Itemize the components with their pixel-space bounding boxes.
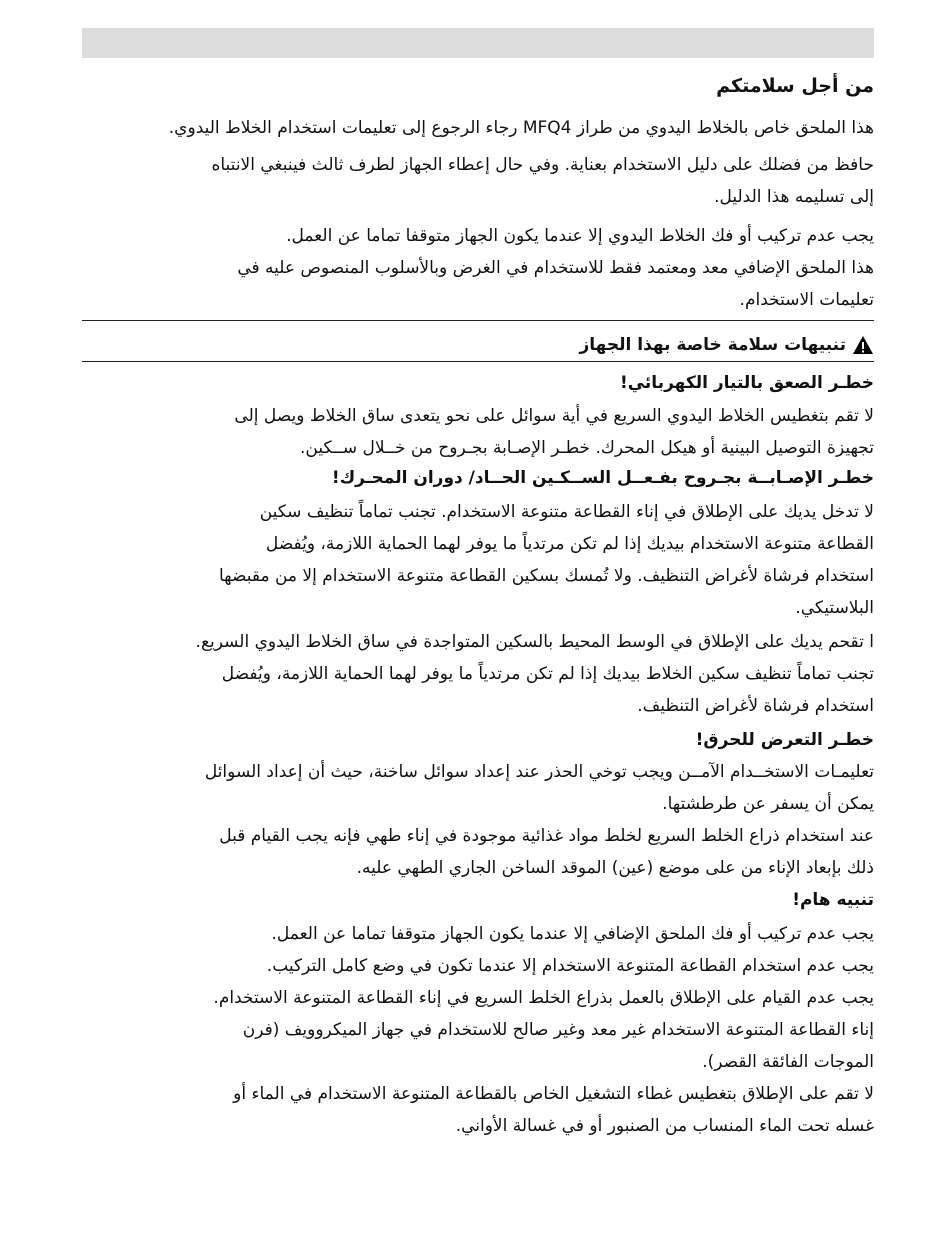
body-line: إناء القطاعة المتنوعة الاستخدام غير معد وغير صالح للاستخدام في جهاز الميكروويف (فرن xyxy=(242,1020,874,1040)
body-line: يمكن أن يسفر عن طرطشتها. xyxy=(662,794,874,814)
body-line: تعليمـات الاستخــدام الآمــن ويجب توخي الحذر عند إعداد سوائل ساخنة، حيث أن إعداد السوائل xyxy=(204,762,874,782)
body-line: لا تقم على الإطلاق بتغطيس غطاء التشغيل الخاص بالقطاعة المتنوعة الاستخدام في الماء أو xyxy=(233,1084,874,1104)
header-bar xyxy=(82,28,874,58)
document-page xyxy=(82,0,874,1244)
section-rule-top xyxy=(82,320,874,321)
safety-section-title: تنبيهات سلامة خاصة بهذا الجهاز xyxy=(579,335,846,355)
section-heading: تنبيه هام! xyxy=(792,890,874,910)
body-line: لا تقم بتغطيس الخلاط اليدوي السريع في أية سوائل على نحو يتعدى ساق الخلاط ويصل إلى xyxy=(234,406,874,426)
intro-line: تعليمات الاستخدام. xyxy=(739,290,874,310)
intro-line: إلى تسليمه هذا الدليل. xyxy=(714,187,874,207)
body-line: تجنب تماماً تنظيف سكين الخلاط بيديك إذا لم تكن مرتدياً ما يوفر لهما الحماية اللازمة، ويُفضل xyxy=(221,664,874,684)
body-line: تجهيزة التوصيل البينية أو هيكل المحرك. خطـر الإصـابة بجـروح من خــلال ســكين. xyxy=(300,438,874,458)
intro-line: حافظ من فضلك على دليل الاستخدام بعناية. وفي حال إعطاء الجهاز لطرف ثالث فينبغي الانتباه xyxy=(211,155,874,175)
body-line: ذلك بإبعاد الإناء من على موضع (عين) الموقد الساخن الجاري الطهي عليه. xyxy=(356,858,874,878)
section-heading: خطـر التعرض للحرق! xyxy=(695,730,874,750)
body-line: غسله تحت الماء المنساب من الصنبور أو في غسالة الأواني. xyxy=(455,1116,874,1136)
body-line: يجب عدم استخدام القطاعة المتنوعة الاستخدام إلا عندما تكون في وضع كامل التركيب. xyxy=(266,956,874,976)
body-line: القطاعة متنوعة الاستخدام بيديك إذا لم تكن مرتدياً ما يوفر لهما الحماية اللازمة، ويُفضل xyxy=(265,534,874,554)
body-line: يجب عدم القيام على الإطلاق بالعمل بذراع الخلط السريع في إناء القطاعة المتنوعة الاستخدام. xyxy=(213,988,874,1008)
body-line: عند استخدام ذراع الخلط السريع لخلط مواد غذائية موجودة في إناء طهي فإنه يجب القيام قبل xyxy=(219,826,874,846)
section-rule-bottom xyxy=(82,361,874,362)
body-line: ا تقحم يديك على الإطلاق في الوسط المحيط بالسكين المتواجدة في ساق الخلاط اليدوي السريع. xyxy=(195,632,874,652)
section-heading: خطـر الصعق بالتيار الكهربائي! xyxy=(619,373,874,393)
section-heading: خطـر الإصـابــة بجـروح بفـعــل الســكـين الحــاد/ دوران المحـرك! xyxy=(331,468,874,488)
body-line: لا تدخل يديك على الإطلاق في إناء القطاعة متنوعة الاستخدام. تجنب تماماً تنظيف سكين xyxy=(259,502,874,522)
page-title: من أجل سلامتكم xyxy=(716,75,874,97)
safety-section-header xyxy=(579,330,874,360)
body-line: يجب عدم تركيب أو فك الملحق الإضافي إلا عندما يكون الجهاز متوقفا تماما عن العمل. xyxy=(271,924,874,944)
intro-line: يجب عدم تركيب أو فك الخلاط اليدوي إلا عندما يكون الجهاز متوقفا تماما عن العمل. xyxy=(286,226,874,246)
body-line: الموجات الفائقة القصر). xyxy=(702,1052,874,1072)
body-line: استخدام فرشاة لأغراض التنظيف. xyxy=(637,696,874,716)
warning-triangle-icon xyxy=(852,335,874,355)
body-line: البلاستيكي. xyxy=(795,598,874,618)
intro-line: هذا الملحق خاص بالخلاط اليدوي من طراز MFQ4 رجاء الرجوع إلى تعليمات استخدام الخلاط اليدوي. xyxy=(168,118,874,138)
intro-line: هذا الملحق الإضافي معد ومعتمد فقط للاستخدام في الغرض وبالأسلوب المنصوص عليه في xyxy=(237,258,874,278)
body-line: استخدام فرشاة لأغراض التنظيف. ولا تُمسك بسكين القطاعة متنوعة الاستخدام إلا من مقبضها xyxy=(218,566,874,586)
